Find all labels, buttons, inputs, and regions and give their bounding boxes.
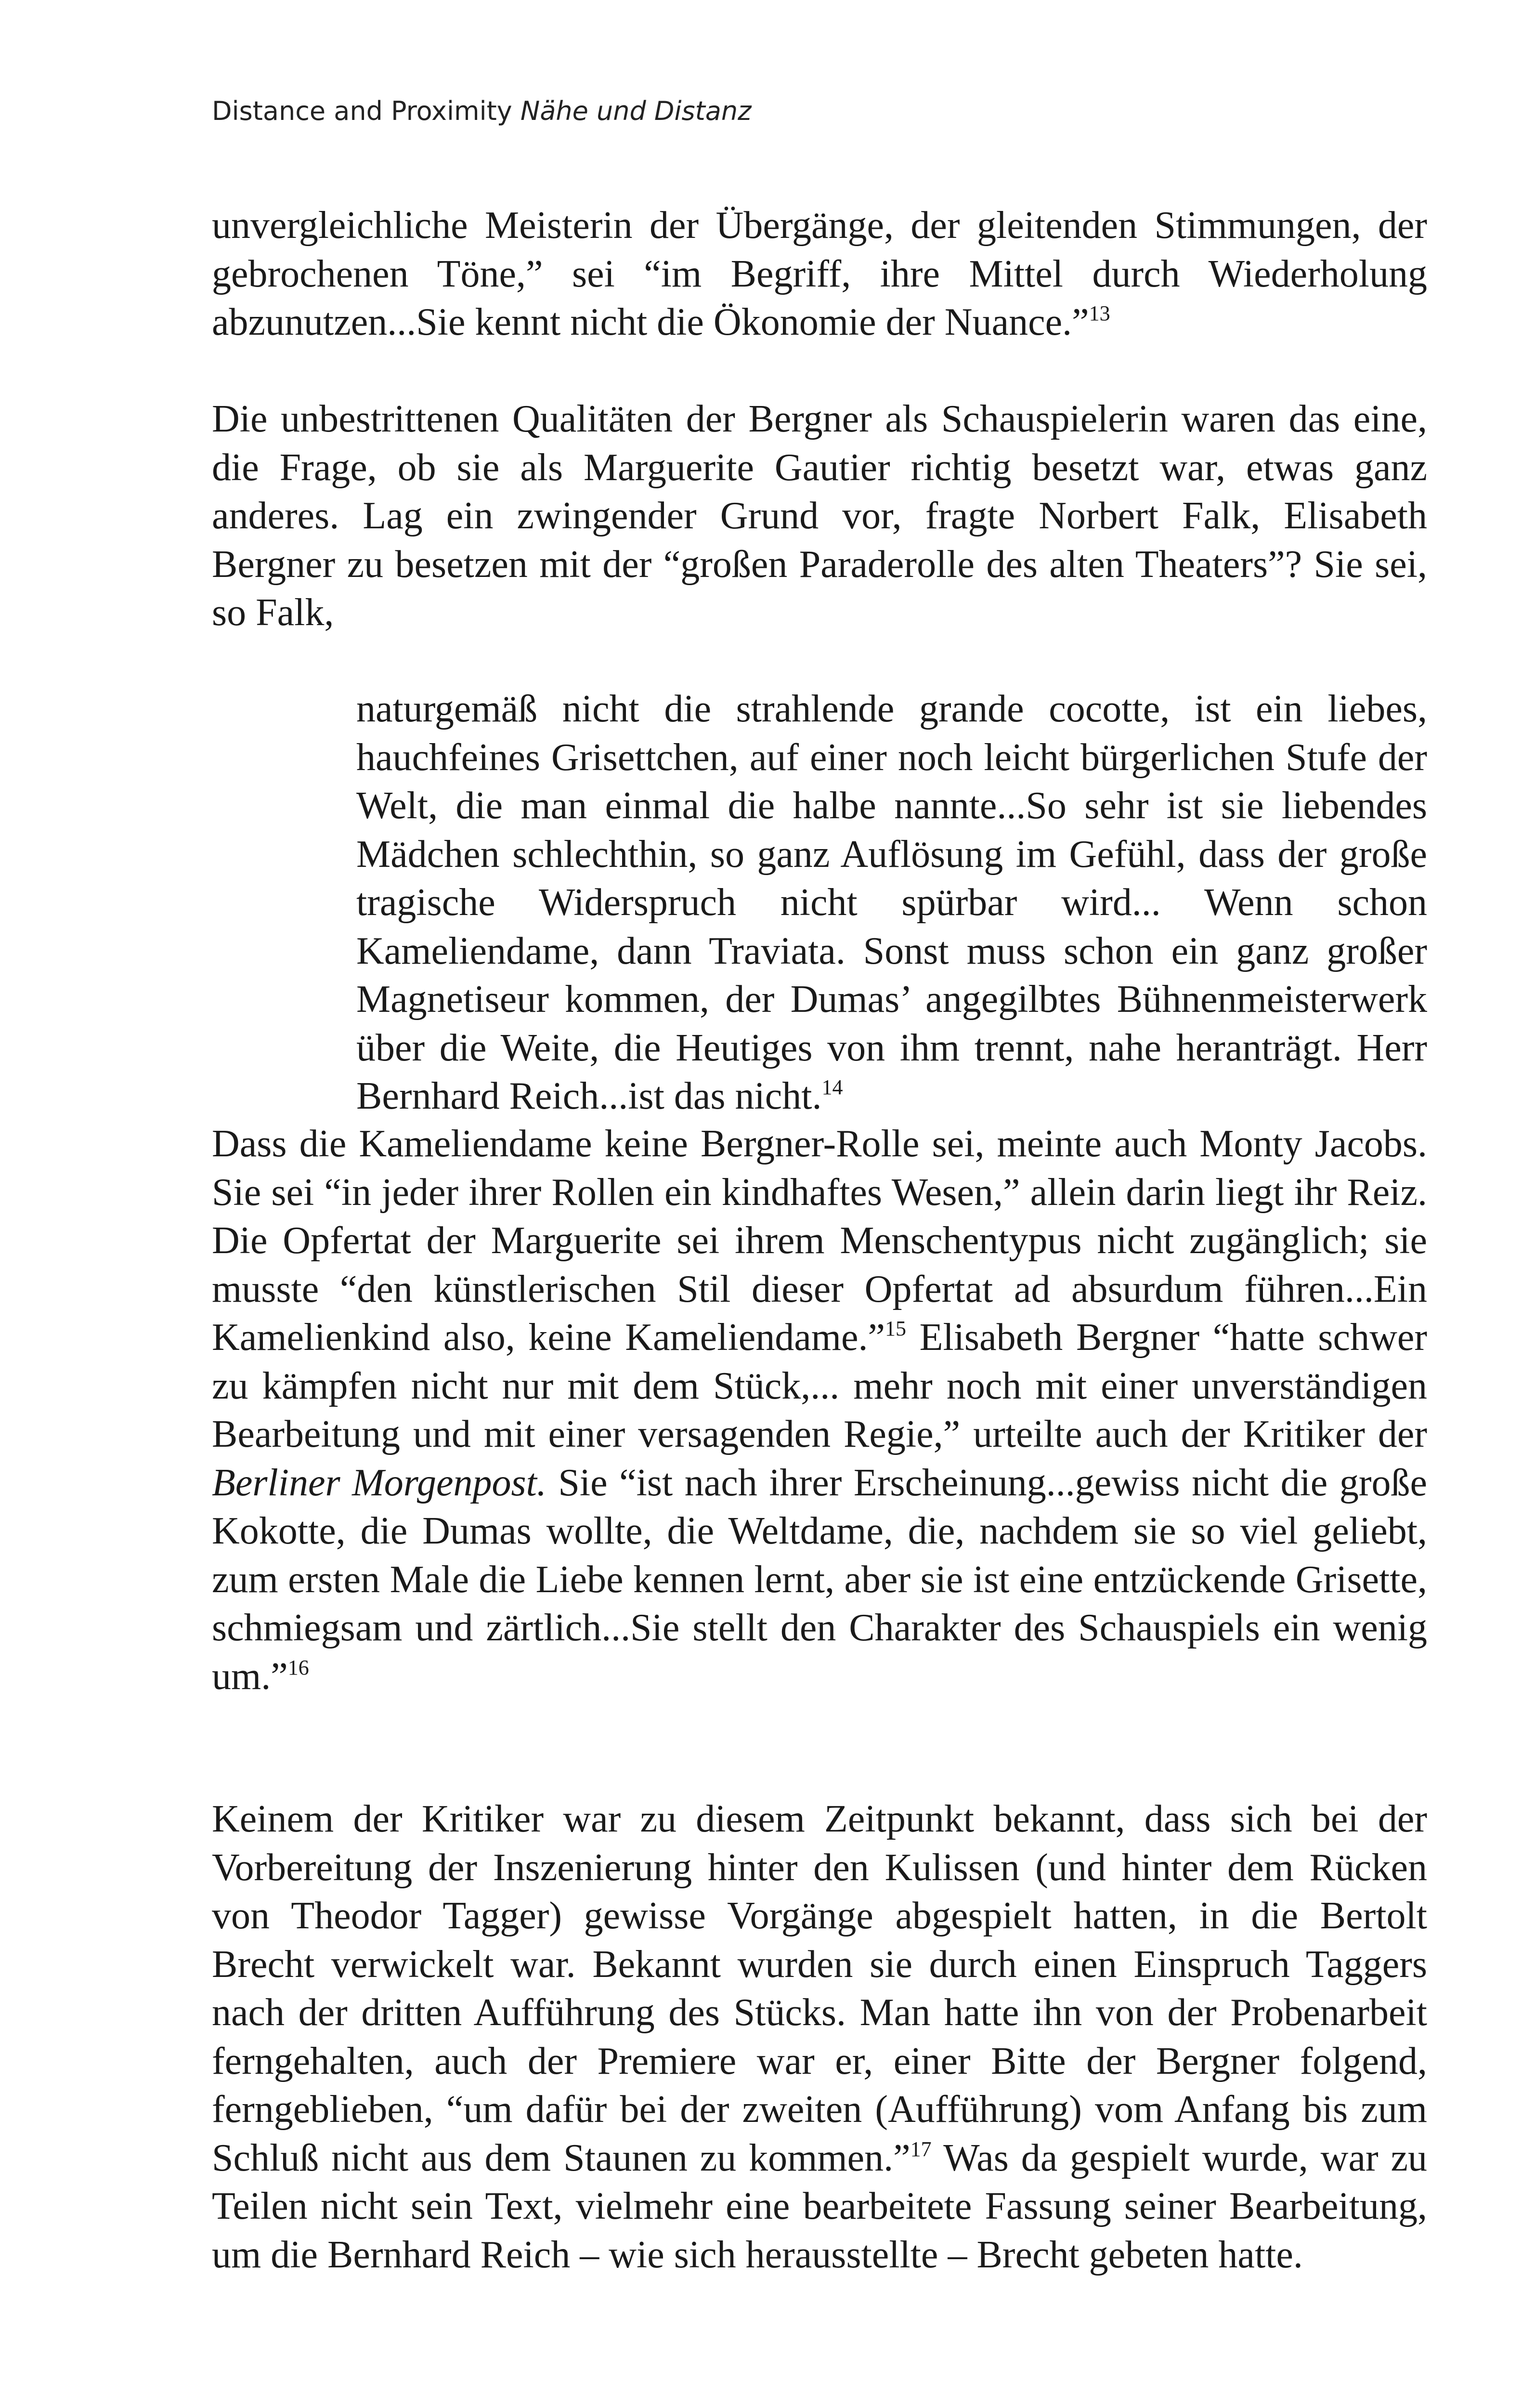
footnote-ref-17: 17 bbox=[910, 2137, 932, 2161]
running-head bbox=[212, 94, 751, 128]
running-head-title-de: Nähe und Distanz bbox=[520, 96, 752, 126]
paragraph-3-text-b: Elisabeth Bergner “hatte schwer zu kämpfen nicht nur mit dem Stück,... mehr noch mit einer unverständigen Bearbeitung und mit einer versagenden Regie,” urteilte auch der Kritiker der bbox=[212, 1316, 1427, 1455]
running-head-title: Distance and Proximity bbox=[212, 96, 512, 126]
paragraph-3-text-a: Dass die Kameliendame keine Bergner-Rolle sei, meinte auch Monty Jacobs. Sie sei “in jeder ihrer Rollen ein kindhaftes Wesen,” allein darin liegt ihr Reiz. Die Opfertat der Marguerite sei ihrem Menschentypus nicht zugänglich; sie musste “den künstlerischen Stil dieser Opfertat ad absurdum führen...Ein Kamelienkind also, keine Kameliendame.” bbox=[212, 1123, 1427, 1359]
paragraph-3 bbox=[212, 1120, 1427, 1701]
paragraph-1-text: unvergleichliche Meisterin der Übergänge, der gleitenden Stimmungen, der gebrochenen Töne,” sei “im Begriff, ihre Mittel durch Wiederholung abzunutzen...Sie kennt nicht die Ökonomie der Nuance.” bbox=[212, 204, 1427, 343]
footnote-ref-15: 15 bbox=[885, 1317, 906, 1340]
block-quote-text: naturgemäß nicht die strahlende grande cocotte, ist ein liebes, hauchfeines Grisettchen, auf einer noch leicht bürgerlichen Stufe der Welt, die man einmal die halbe nannte...So sehr ist sie liebendes Mädchen schlechthin, so ganz Auflösung im Gefühl, dass der große tragische Widerspruch nicht spürbar wird... Wenn schon Kameliendame, dann Traviata. Sonst muss schon ein ganz großer Magnetiseur kommen, der Dumas’ angegilbtes Bühnenmeisterwerk über die Weite, die Heutiges von ihm trennt, nahe heranträgt. Herr Bernhard Reich...ist das nicht. bbox=[356, 688, 1427, 1117]
paragraph-4-text-b: Was da gespielt wurde, war zu Teilen nicht sein Text, vielmehr eine bearbeitete Fassung seiner Bearbeitung, um die Bernhard Reich – wie sich herausstellte – Brecht gebeten hatte. bbox=[212, 2136, 1427, 2276]
paragraph-4-text-a: Keinem der Kritiker war zu diesem Zeitpunkt bekannt, dass sich bei der Vorbereitung der Inszenierung hinter den Kulissen (und hinter dem Rücken von Theodor Tagger) gewisse Vorgänge abgespielt hatten, in die Bertolt Brecht verwickelt war. Bekannt wurden sie durch einen Einspruch Taggers nach der dritten Aufführung des Stücks. Man hatte ihn von der Probenarbeit ferngehalten, auch der Premiere war er, einer Bitte der Bergner folgend, ferngeblieben, “um dafür bei der zweiten (Aufführung) vom Anfang bis zum Schluß nicht aus dem Staunen zu kommen.” bbox=[212, 1798, 1427, 2179]
footnote-ref-14: 14 bbox=[821, 1075, 843, 1099]
paragraph-1 bbox=[212, 201, 1427, 347]
paragraph-3-text-c: Sie “ist nach ihrer Erscheinung...gewiss nicht die große Kokotte, die Dumas wollte, die Weltdame, die, nachdem sie so viel geliebt, zum ersten Male die Liebe kennen lernt, aber sie ist eine entzückende Grisette, schmiegsam und zärtlich...Sie stellt den Charakter des Schauspiels ein wenig um.” bbox=[212, 1461, 1427, 1698]
footnote-ref-16: 16 bbox=[287, 1655, 309, 1679]
footnote-ref-13: 13 bbox=[1089, 301, 1110, 325]
paragraph-4 bbox=[212, 1795, 1427, 2279]
block-quote bbox=[356, 685, 1427, 1121]
paragraph-2 bbox=[212, 395, 1427, 637]
newspaper-title: Berliner Morgenpost. bbox=[212, 1461, 546, 1504]
paragraph-2-text: Die unbestrittenen Qualitäten der Bergner als Schauspielerin waren das eine, die Frage, ob sie als Marguerite Gautier richtig besetzt war, etwas ganz anderes. Lag ein zwingender Grund vor, fragte Norbert Falk, Elisabeth Bergner zu besetzen mit der “großen Paraderolle des alten Theaters”? Sie sei, so Falk, bbox=[212, 398, 1427, 634]
